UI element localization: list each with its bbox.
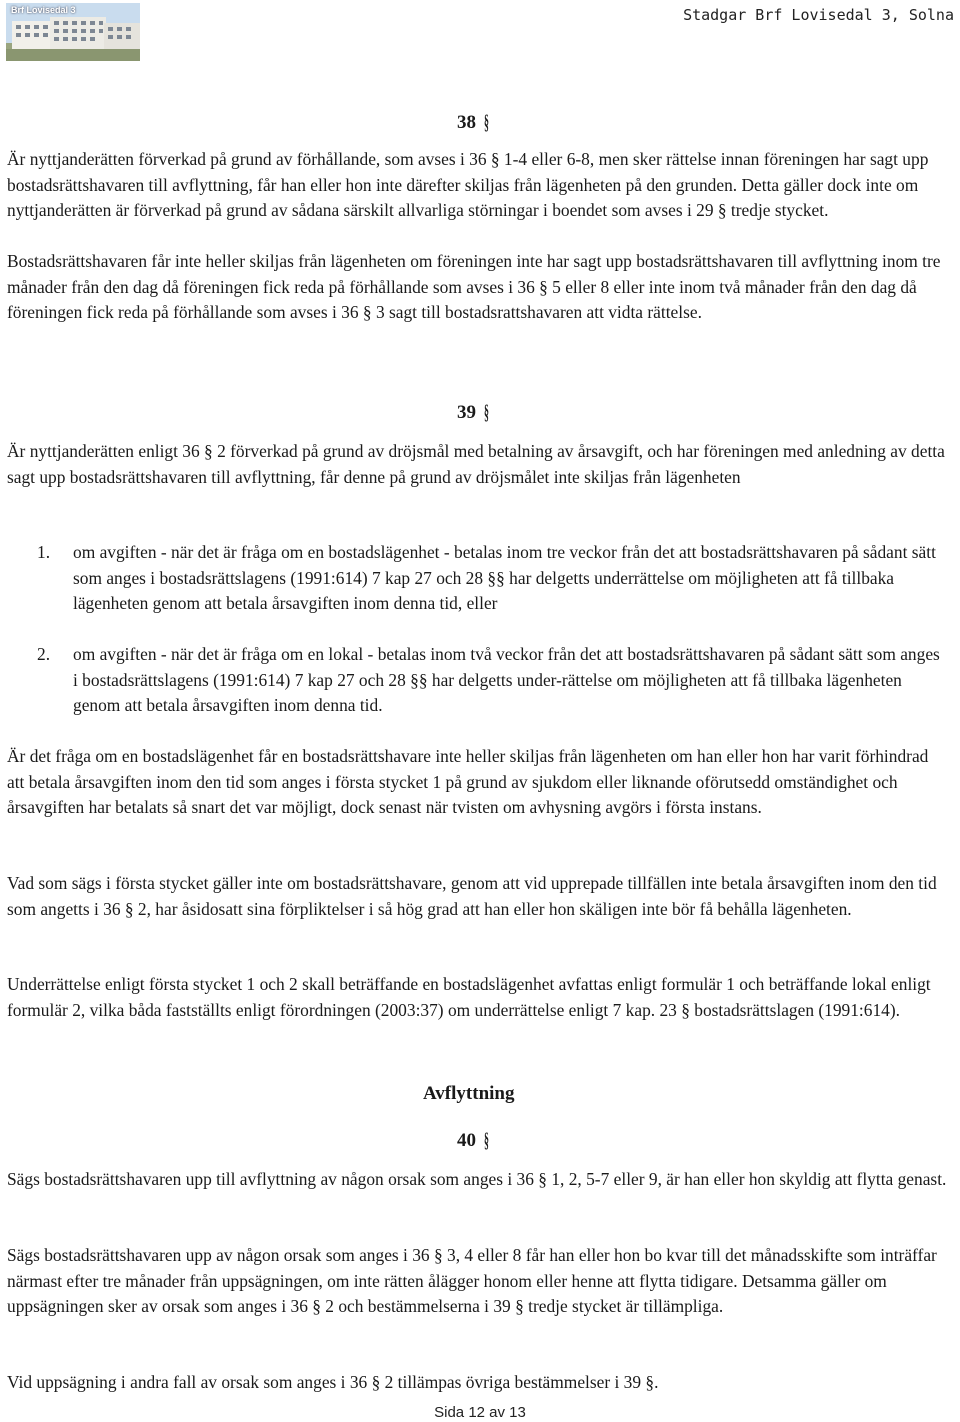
- paragraph: Är nyttjanderätten enligt 36 § 2 förverkad på grund av dröjsmål med betalning av årsavgift, och har föreningen med anledning av detta sagt upp bostadsrättshavaren till avflyttning, får denne på grund av dröjsmålet inte skiljas från lägenheten: [7, 441, 945, 487]
- association-logo: [6, 3, 140, 61]
- paragraph: Underrättelse enligt första stycket 1 och 2 skall beträffande en bostadslägenhet avfattas enligt formulär 1 och beträffande lokal enligt formulär 2, vilka båda fastställts enligt förordningen (2003:37) om underrättelse enligt 7 kap. 23 § bostadsrättslagen (1991:614).: [7, 974, 931, 1020]
- paragraph: Är nyttjanderätten förverkad på grund av förhållande, som avses i 36 § 1-4 eller 6-8, men sker rättelse innan föreningen har sagt upp bostadsrättshavaren till avflyttning, får han eller hon inte därefter skiljas från lägenheten på den grunden. Detta gäller dock inte om nyttjanderätten är förverkad på grund av sådana särskilt allvarliga störningar i boendet som avses i 29 § tredje stycket.: [7, 149, 929, 220]
- list-number: 2.: [37, 644, 51, 664]
- logo-text: Brf Lovisedal 3: [11, 5, 76, 15]
- list-text: om avgiften - när det är fråga om en lokal - betalas inom två veckor från det att bostadsrättshavaren på sådant sätt som anges i bostadsrättslagens (1991:614) 7 kap 27 och 28 §§ har delgetts under-rättelse om möjligheten att få tillbaka lägenheten genom att betala årsavgiften inom denna tid.: [73, 644, 940, 715]
- page-number: Sida 12 av 13: [434, 1404, 526, 1421]
- heading-avflyttning: Avflyttning: [423, 1083, 515, 1104]
- section-heading-40: 40 §: [457, 1127, 489, 1152]
- paragraph: Sägs bostadsrättshavaren upp till avflyttning av någon orsak som anges i 36 § 1, 2, 5-7 eller 9, är han eller hon skyldig att flytta genast.: [7, 1169, 947, 1189]
- page-header: [0, 0, 960, 64]
- list-text: om avgiften - när det är fråga om en bostadslägenhet - betalas inom tre veckor från det att bostadsrättshavaren på sådant sätt som anges i bostadsrättslagens (1991:614) 7 kap 27 och 28 §§ har delgetts underrättelse om möjligheten att få tillbaka lägenheten genom att betala årsavgiften inom denna tid, eller: [73, 542, 936, 613]
- document-title: Stadgar Brf Lovisedal 3, Solna: [683, 6, 954, 24]
- paragraph: Är det fråga om en bostadslägenhet får en bostadsrättshavare inte heller skiljas från lägenheten om han eller hon har varit förhindrad att betala årsavgiften inom den tid som anges i första stycket 1 på grund av sjukdom eller liknande oförutsedd omständighet och årsavgiften har betalats så snart det var möjligt, dock senast när tvisten om avhysning avgörs i första instans.: [7, 746, 929, 817]
- paragraph: Vad som sägs i första stycket gäller inte om bostadsrättshavare, genom att vid upprepade tillfällen inte betala årsavgiften inom den tid som angetts i 36 § 2, har åsidosatt sina förpliktelser i så hög grad att han eller hon skäligen inte bör få behålla lägenheten.: [7, 873, 937, 919]
- section-heading-39: 39 §: [457, 399, 489, 424]
- paragraph: Vid uppsägning i andra fall av orsak som anges i 36 § 2 tillämpas övriga bestämmelser i 39 §.: [7, 1372, 659, 1392]
- section-heading-38: 38 §: [457, 109, 489, 134]
- paragraph: Sägs bostadsrättshavaren upp av någon orsak som anges i 36 § 3, 4 eller 8 får han eller hon bo kvar till det månadsskifte som inträffar närmast efter tre månader från uppsägningen, om inte rätten ålägger honom eller henne att flytta tidigare. Detsamma gäller om uppsägningen sker av orsak som anges i 36 § 2 och bestämmelserna i 39 § tredje stycket är tillämpliga.: [7, 1245, 937, 1316]
- paragraph: Bostadsrättshavaren får inte heller skiljas från lägenheten om föreningen inte har sagt upp bostadsrättshavaren till avflyttning inom tre månader från den dag då föreningen fick reda på förhållande som avses i 36 § 5 eller 8 eller inte inom två månader från den dag då föreningen fick reda på förhållande som avses i 36 § 3 sagt till bostadsrattshavaren att vidta rättelse.: [7, 251, 941, 322]
- list-number: 1.: [37, 542, 51, 562]
